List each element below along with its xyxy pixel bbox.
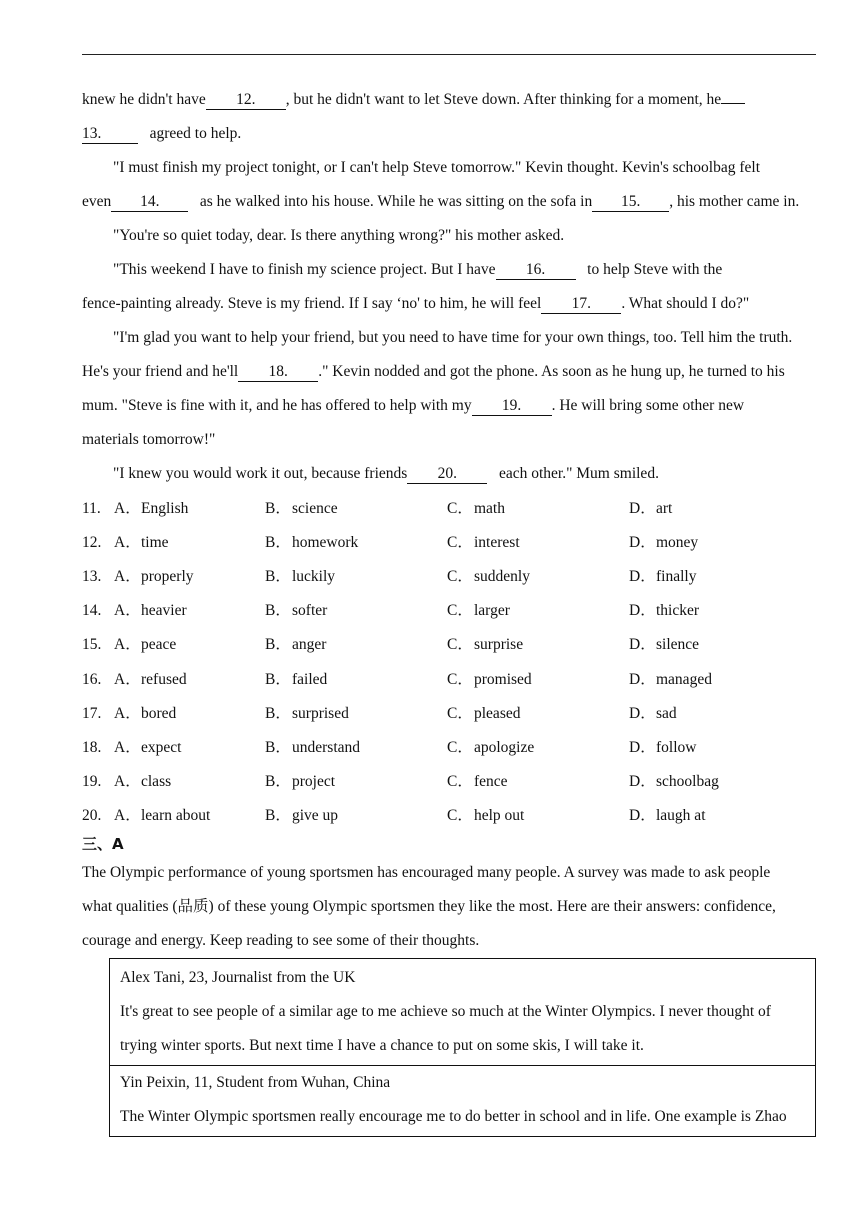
option-letter: B． bbox=[265, 806, 291, 824]
option-text: give up bbox=[292, 806, 339, 824]
blank-number: 15. bbox=[621, 193, 641, 210]
option-text: finally bbox=[656, 568, 697, 586]
option-text: expect bbox=[141, 738, 182, 756]
question-option-row bbox=[82, 772, 842, 792]
option-text: math bbox=[474, 500, 505, 517]
option-text: surprised bbox=[292, 704, 349, 722]
option-text: money bbox=[656, 534, 699, 552]
option-letter: D． bbox=[629, 602, 656, 620]
answer-blank-15[interactable] bbox=[592, 193, 669, 212]
option-letter: D． bbox=[629, 772, 656, 790]
question-number: 14. bbox=[82, 602, 102, 620]
option-b[interactable] bbox=[265, 533, 358, 553]
answer-blank-20[interactable] bbox=[407, 465, 487, 484]
option-text: properly bbox=[141, 568, 194, 586]
option-letter: D． bbox=[629, 670, 656, 688]
option-letter: A． bbox=[114, 772, 141, 790]
option-letter: A． bbox=[114, 534, 141, 552]
option-text: anger bbox=[292, 636, 327, 654]
passage-text: knew he didn't have bbox=[82, 91, 206, 108]
blank-number: 16. bbox=[525, 261, 546, 278]
option-c[interactable] bbox=[447, 601, 510, 621]
question-option-row bbox=[82, 567, 842, 587]
passage-text: agreed to help. bbox=[149, 125, 242, 142]
option-c[interactable] bbox=[447, 499, 505, 519]
option-text: pleased bbox=[474, 704, 521, 722]
answer-blank-13[interactable] bbox=[82, 125, 138, 144]
option-a[interactable] bbox=[114, 635, 176, 655]
answer-blank-12[interactable] bbox=[206, 91, 286, 110]
option-letter: A． bbox=[114, 738, 141, 756]
option-letter: A． bbox=[114, 704, 141, 722]
question-number: 20. bbox=[82, 806, 102, 824]
option-text: laugh at bbox=[656, 806, 706, 824]
option-letter: C． bbox=[447, 534, 473, 552]
passage-text: to help Steve with the bbox=[587, 261, 723, 278]
option-letter: B． bbox=[265, 772, 291, 790]
passage-line: "I'm glad you want to help your friend, but you need to have time for your own things, too. Tell him the truth. bbox=[113, 329, 793, 346]
option-a[interactable] bbox=[114, 738, 181, 758]
reading-intro: what qualities (品质) of these young Olympic sportsmen they like the most. Here are their answers: confidence, bbox=[82, 898, 776, 915]
header-rule bbox=[82, 54, 816, 55]
option-text: class bbox=[141, 772, 172, 790]
option-c[interactable] bbox=[447, 567, 530, 587]
person-comment: The Winter Olympic sportsmen really encourage me to do better in school and in life. One example is Zhao bbox=[120, 1108, 787, 1125]
option-a[interactable] bbox=[114, 670, 187, 690]
option-text: apologize bbox=[474, 738, 535, 756]
person-heading: Yin Peixin, 11, Student from Wuhan, China bbox=[120, 1074, 391, 1091]
option-d[interactable] bbox=[629, 499, 672, 519]
question-number: 17. bbox=[82, 704, 102, 722]
passage-text: even bbox=[82, 193, 112, 210]
option-letter: A． bbox=[114, 670, 141, 688]
answer-blank-14[interactable] bbox=[111, 193, 188, 212]
option-b[interactable] bbox=[265, 567, 335, 587]
option-a[interactable] bbox=[114, 806, 210, 826]
passage-line: "You're so quiet today, dear. Is there anything wrong?" his mother asked. bbox=[113, 227, 565, 244]
passage-line bbox=[82, 192, 799, 212]
passage-line: "I must finish my project tonight, or I can't help Steve tomorrow." Kevin thought. Kevin's schoolbag felt bbox=[113, 159, 761, 176]
passage-text: "I knew you would work it out, because friends bbox=[113, 465, 408, 482]
option-text: failed bbox=[292, 670, 328, 688]
option-letter: B． bbox=[265, 568, 291, 586]
question-number: 18. bbox=[82, 738, 102, 756]
answer-blank-16[interactable] bbox=[496, 261, 576, 280]
option-text: managed bbox=[656, 670, 712, 688]
answer-blank-18[interactable] bbox=[238, 363, 318, 382]
option-text: fence bbox=[474, 772, 508, 790]
passage-line bbox=[82, 362, 785, 382]
option-letter: C． bbox=[447, 772, 473, 790]
question-option-row bbox=[82, 635, 842, 655]
option-d[interactable] bbox=[629, 806, 706, 826]
question-number: 19. bbox=[82, 772, 102, 790]
option-letter: B． bbox=[265, 636, 291, 654]
option-text: understand bbox=[292, 738, 361, 756]
blank-number: 20. bbox=[437, 465, 457, 482]
option-letter: D． bbox=[629, 806, 656, 824]
question-number: 13. bbox=[82, 568, 102, 586]
question-number: 15. bbox=[82, 636, 102, 654]
option-d[interactable] bbox=[629, 635, 699, 655]
option-b[interactable] bbox=[265, 704, 349, 724]
passage-line bbox=[82, 396, 744, 416]
option-letter: A． bbox=[114, 636, 141, 654]
option-text: follow bbox=[656, 738, 697, 756]
option-letter: D． bbox=[629, 738, 656, 756]
option-a[interactable] bbox=[114, 533, 169, 553]
option-letter: B． bbox=[265, 500, 291, 517]
opinion-table-row bbox=[109, 958, 816, 1066]
option-text: science bbox=[292, 500, 338, 517]
option-letter: C． bbox=[447, 704, 473, 722]
option-c[interactable] bbox=[447, 772, 508, 792]
option-text: art bbox=[656, 500, 673, 517]
passage-text: "This weekend I have to finish my science project. But I have bbox=[113, 261, 496, 278]
passage-text: He's your friend and he'll bbox=[82, 363, 239, 380]
person-comment: trying winter sports. But next time I have a chance to put on some skis, I will take it. bbox=[120, 1037, 644, 1054]
option-text: English bbox=[141, 500, 189, 517]
passage-text: . What should I do?" bbox=[621, 295, 750, 312]
option-letter: C． bbox=[447, 738, 473, 756]
option-b[interactable] bbox=[265, 635, 326, 655]
passage-text: . He will bring some other new bbox=[551, 397, 745, 414]
person-comment: It's great to see people of a similar age to me achieve so much at the Winter Olympics. I never thought of bbox=[120, 1003, 771, 1020]
passage-line bbox=[82, 124, 241, 144]
question-option-row bbox=[82, 499, 842, 519]
option-letter: C． bbox=[447, 568, 473, 586]
option-d[interactable] bbox=[629, 567, 696, 587]
passage-line bbox=[82, 90, 745, 110]
option-b[interactable] bbox=[265, 670, 327, 690]
question-option-row bbox=[82, 533, 842, 553]
option-text: thicker bbox=[656, 602, 700, 620]
option-text: bored bbox=[141, 704, 177, 722]
person-heading: Alex Tani, 23, Journalist from the UK bbox=[120, 969, 356, 986]
blank-number: 13. bbox=[82, 125, 102, 142]
option-b[interactable] bbox=[265, 806, 338, 826]
option-letter: C． bbox=[447, 602, 473, 620]
option-d[interactable] bbox=[629, 670, 712, 690]
option-a[interactable] bbox=[114, 704, 176, 724]
reading-intro: courage and energy. Keep reading to see some of their thoughts. bbox=[82, 932, 480, 949]
option-letter: B． bbox=[265, 602, 291, 620]
option-text: softer bbox=[292, 602, 328, 620]
option-letter: D． bbox=[629, 500, 656, 517]
answer-blank-17[interactable] bbox=[541, 295, 621, 314]
question-option-row bbox=[82, 738, 842, 758]
option-letter: D． bbox=[629, 568, 656, 586]
option-b[interactable] bbox=[265, 601, 327, 621]
blank-number: 12. bbox=[236, 91, 256, 108]
option-c[interactable] bbox=[447, 635, 523, 655]
option-text: promised bbox=[474, 670, 532, 688]
option-text: sad bbox=[656, 704, 677, 722]
option-b[interactable] bbox=[265, 738, 360, 758]
option-text: larger bbox=[474, 602, 510, 620]
passage-text: , but he didn't want to let Steve down. After thinking for a moment, he bbox=[285, 91, 722, 108]
question-number: 12. bbox=[82, 534, 102, 552]
reading-intro: The Olympic performance of young sportsmen has encouraged many people. A survey was made to ask people bbox=[82, 864, 771, 881]
option-c[interactable] bbox=[447, 738, 534, 758]
option-d[interactable] bbox=[629, 738, 696, 758]
question-option-row bbox=[82, 670, 842, 690]
question-option-row bbox=[82, 806, 842, 826]
option-letter: D． bbox=[629, 636, 656, 654]
passage-line bbox=[113, 464, 659, 484]
blank-number: 19. bbox=[501, 397, 522, 414]
option-c[interactable] bbox=[447, 533, 520, 553]
blank-number: 14. bbox=[140, 193, 160, 210]
question-number: 16. bbox=[82, 670, 102, 688]
answer-blank-13-start[interactable] bbox=[721, 103, 745, 104]
blank-number: 17. bbox=[571, 295, 592, 312]
question-option-row bbox=[82, 601, 842, 621]
passage-text: as he walked into his house. While he was sitting on the sofa in bbox=[199, 193, 593, 210]
option-c[interactable] bbox=[447, 704, 520, 724]
passage-line: materials tomorrow!" bbox=[82, 431, 216, 448]
option-letter: D． bbox=[629, 704, 656, 722]
option-text: refused bbox=[141, 670, 187, 688]
option-letter: A． bbox=[114, 500, 141, 517]
blank-number: 18. bbox=[268, 363, 288, 380]
option-text: surprise bbox=[474, 636, 524, 654]
option-letter: C． bbox=[447, 500, 473, 517]
option-text: help out bbox=[474, 806, 525, 824]
option-letter: A． bbox=[114, 568, 141, 586]
option-a[interactable] bbox=[114, 567, 194, 587]
option-d[interactable] bbox=[629, 601, 699, 621]
option-letter: C． bbox=[447, 806, 473, 824]
option-letter: A． bbox=[114, 602, 141, 620]
option-b[interactable] bbox=[265, 772, 335, 792]
passage-text: , his mother came in. bbox=[669, 193, 800, 210]
passage-line bbox=[82, 294, 749, 314]
option-d[interactable] bbox=[629, 533, 698, 553]
option-c[interactable] bbox=[447, 670, 532, 690]
option-d[interactable] bbox=[629, 704, 677, 724]
passage-text: fence-painting already. Steve is my friend. If I say ‘no' to him, he will feel bbox=[82, 295, 542, 312]
option-text: time bbox=[141, 534, 169, 552]
option-b[interactable] bbox=[265, 499, 338, 519]
option-text: homework bbox=[292, 534, 359, 552]
option-text: project bbox=[292, 772, 336, 790]
option-letter: B． bbox=[265, 670, 291, 688]
option-a[interactable] bbox=[114, 772, 171, 792]
option-text: heavier bbox=[141, 602, 187, 620]
option-c[interactable] bbox=[447, 806, 524, 826]
option-d[interactable] bbox=[629, 772, 719, 792]
option-text: luckily bbox=[292, 568, 336, 586]
option-letter: B． bbox=[265, 534, 291, 552]
answer-blank-19[interactable] bbox=[472, 397, 552, 416]
passage-text: mum. "Steve is fine with it, and he has offered to help with my bbox=[82, 397, 472, 414]
option-a[interactable] bbox=[114, 601, 187, 621]
option-text: interest bbox=[474, 534, 520, 552]
option-text: schoolbag bbox=[656, 772, 719, 790]
option-letter: C． bbox=[447, 636, 473, 654]
opinion-table-row bbox=[109, 1064, 816, 1137]
option-letter: A． bbox=[114, 806, 141, 824]
option-letter: B． bbox=[265, 704, 291, 722]
question-option-row bbox=[82, 704, 842, 724]
option-text: silence bbox=[656, 636, 700, 654]
option-text: learn about bbox=[141, 806, 211, 824]
option-a[interactable] bbox=[114, 499, 188, 519]
option-letter: C． bbox=[447, 670, 473, 688]
option-text: suddenly bbox=[474, 568, 530, 586]
passage-text: each other." Mum smiled. bbox=[498, 465, 659, 482]
option-letter: D． bbox=[629, 534, 656, 552]
question-number: 11. bbox=[82, 500, 101, 517]
option-letter: B． bbox=[265, 738, 291, 756]
option-text: peace bbox=[141, 636, 177, 654]
passage-text: ." Kevin nodded and got the phone. As soon as he hung up, he turned to his bbox=[318, 363, 785, 380]
section-title: 三、A bbox=[82, 835, 124, 853]
passage-line bbox=[113, 260, 722, 280]
